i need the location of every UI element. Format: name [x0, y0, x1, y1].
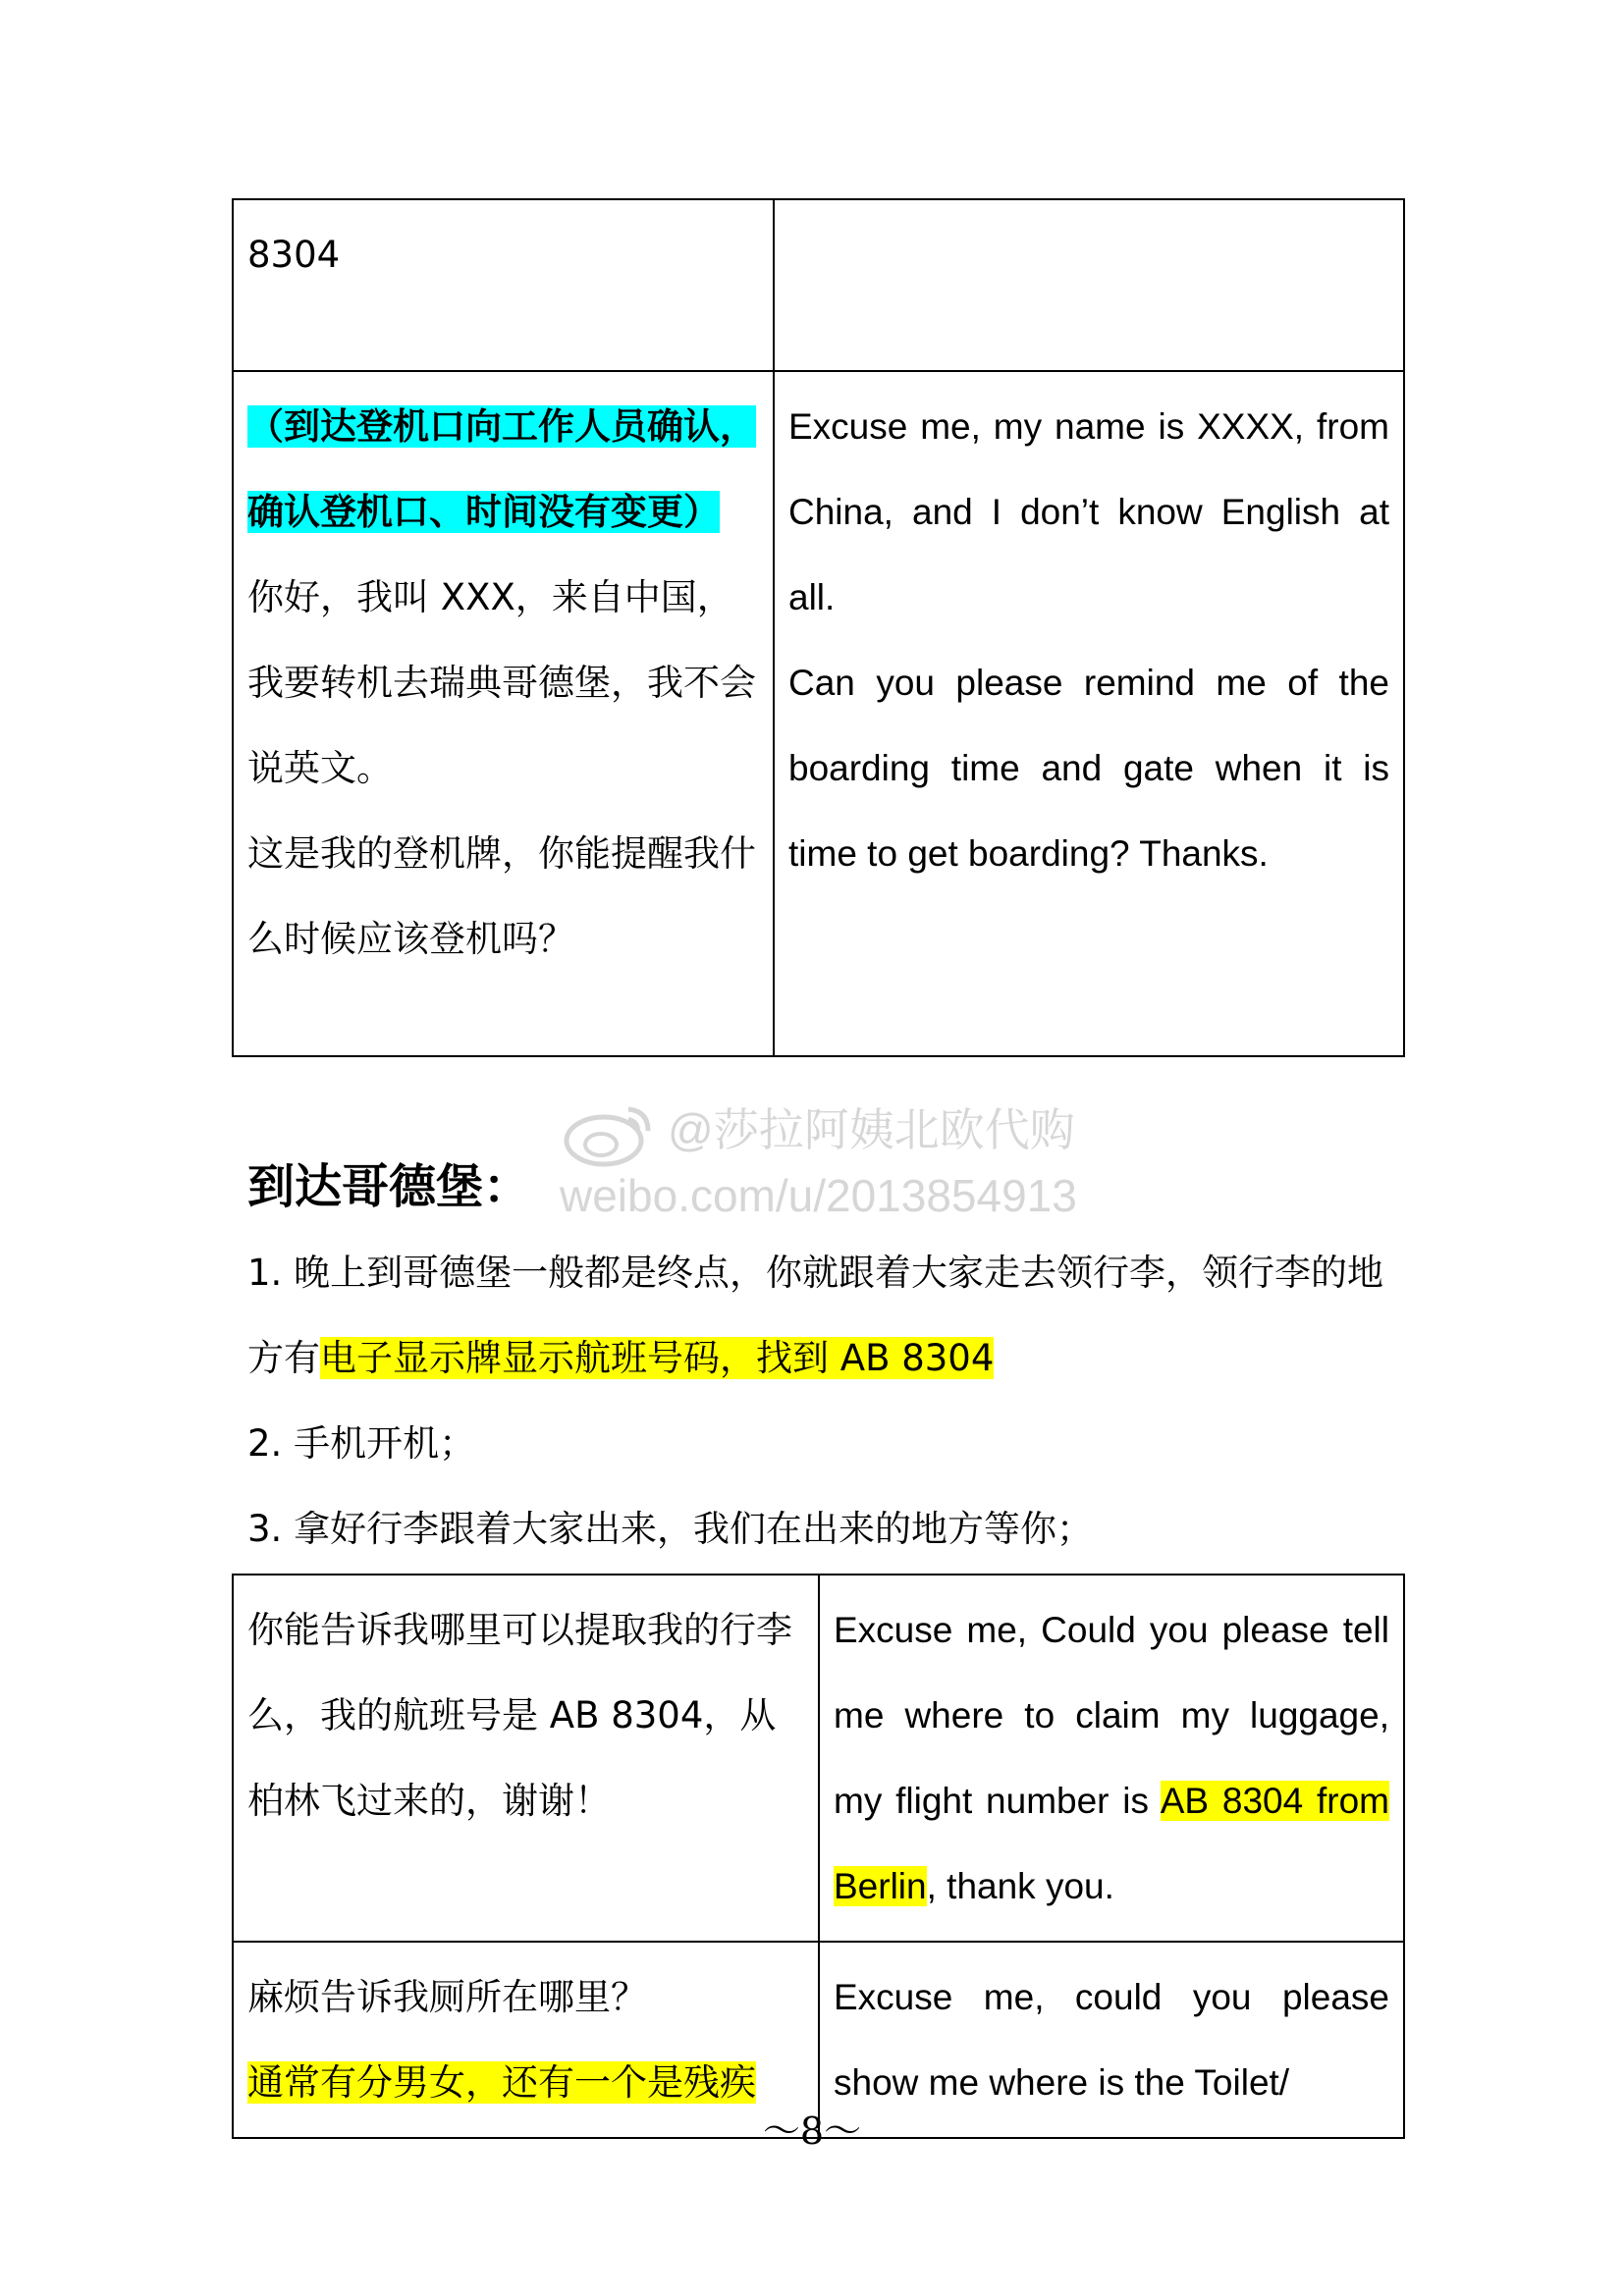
en-toilet-question: Excuse me, could you please show me where is the Toilet/	[834, 1977, 1389, 2103]
en-cell	[819, 1575, 1404, 1942]
phrase-table-arrival	[232, 1574, 1405, 2139]
cn-toilet-note: 通常有分男女，还有一个是残疾	[247, 2061, 756, 2104]
watermark-handle: @莎拉阿姨北欧代购	[668, 1104, 1075, 1156]
en-cell	[774, 199, 1404, 371]
en-boarding-request: Can you please remind me of the boarding time and gate when it is time to get boarding? Thanks.	[788, 663, 1389, 874]
table-row	[233, 371, 1404, 1056]
cn-cell	[233, 371, 774, 1056]
flight-number-fragment: 8304	[247, 234, 341, 276]
step-3: 3. 拿好行李跟着大家出来，我们在出来的地方等你；	[247, 1508, 1094, 1550]
section-heading: 到达哥德堡：	[247, 1159, 531, 1214]
weibo-logo-icon	[560, 1099, 658, 1168]
phrase-table-transfer	[232, 198, 1405, 1057]
step-1-highlight: 电子显示牌显示航班号码，找到 AB 8304	[320, 1337, 995, 1379]
cn-intro: 你好，我叫 XXX，来自中国，我要转机去瑞典哥德堡，我不会说英文。	[247, 576, 756, 789]
en-luggage-text: Excuse me, Could you please tell me where to claim my luggage, my flight number is	[834, 1610, 1389, 1821]
cn-toilet-question: 麻烦告诉我厕所在哪里？	[247, 1976, 647, 2018]
step-1	[247, 1230, 1386, 1401]
cn-boarding-request: 这是我的登机牌，你能提醒我什么时候应该登机吗？	[247, 832, 756, 960]
en-intro: Excuse me, my name is XXXX, from China, and I don’t know English at all.	[788, 406, 1389, 617]
cn-luggage-question: 你能告诉我哪里可以提取我的行李么，我的航班号是 AB 8304，从柏林飞过来的，谢谢！	[247, 1609, 792, 1822]
cn-cell	[233, 199, 774, 371]
table-row	[233, 199, 1404, 371]
en-flight-highlight: AB 8304 from Berlin	[834, 1781, 1389, 1906]
arrival-steps	[247, 1230, 1386, 1572]
en-cell	[774, 371, 1404, 1056]
gate-confirm-note: （到达登机口向工作人员确认，确认登机口、时间没有变更）	[247, 405, 756, 533]
step-2: 2. 手机开机；	[247, 1422, 476, 1465]
weibo-watermark	[560, 1099, 1077, 1223]
en-luggage-thanks: , thank you.	[926, 1866, 1114, 1906]
page-number: ～8～	[762, 2109, 862, 2153]
cn-cell	[233, 1575, 819, 1942]
table-row	[233, 1575, 1404, 1942]
step-1-text: 1. 晚上到哥德堡一般都是终点，你就跟着大家走去领行李，领行李的地方有	[247, 1252, 1384, 1379]
watermark-url: weibo.com/u/2013854913	[560, 1170, 1077, 1221]
